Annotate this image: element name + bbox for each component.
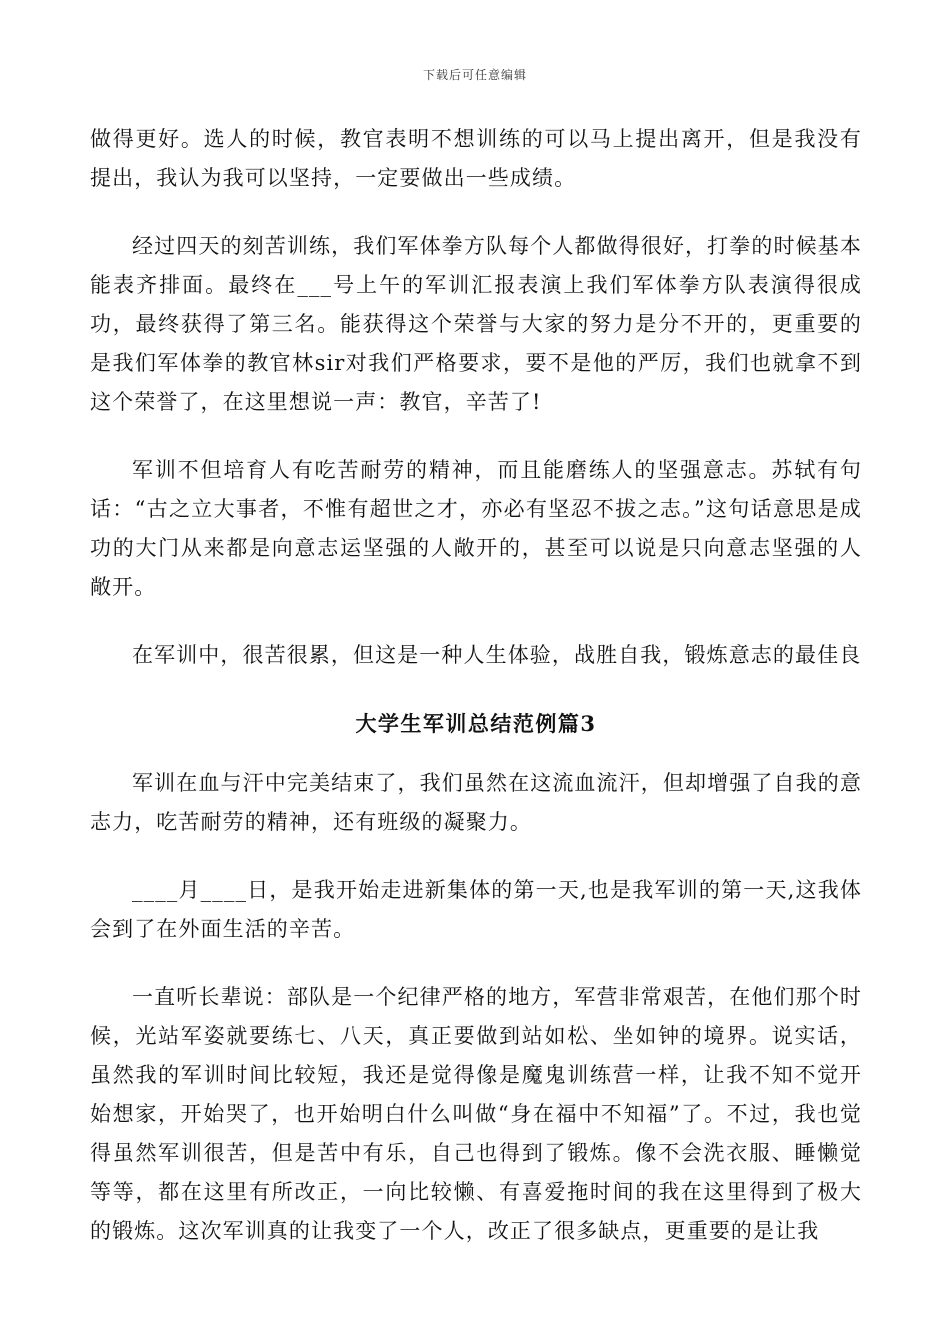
section-title: 大学生军训总结范例篇3 [355, 711, 597, 736]
paragraph: 一直听长辈说：部队是一个纪律严格的地方，军营非常艰苦，在他们那个时候，光站军姿就要练七、八天，真正要做到站如松、坐如钟的境界。说实话，虽然我的军训时间比较短，我还是觉得像是魔鬼训练营一样，让我不知不觉开始想家，开始哭了，也开始明白什么叫做“身在福中不知福”了。不过，我也觉得虽然军训很苦，但是苦中有乐，自己也得到了锻炼。像不会洗衣服、睡懒觉等等，都在这里有所改正，一向比较懒、有喜爱拖时间的我在这里得到了极大的锻炼。这次军训真的让我变了一个人，改正了很多缺点，更重要的是让我 [90, 985, 862, 1243]
paragraph: 军训不但培育人有吃苦耐劳的精神，而且能磨练人的坚强意志。苏轼有句话：“古之立大事者，不惟有超世之才，亦必有坚忍不拔之志。”这句话意思是成功的大门从来都是向意志运坚强的人敞开的，甚至可以说是只向意志坚强的人敞开。 [90, 458, 862, 599]
paragraph: 在军训中，很苦很累，但这是一种人生体验，战胜自我，锻炼意志的最佳良 [132, 643, 862, 667]
page-header-note: 下载后可任意编辑 [422, 68, 527, 82]
paragraph: 军训在血与汗中完美结束了，我们虽然在这流血流汗，但却增强了自我的意志力，吃苦耐劳的精神，还有班级的凝聚力。 [90, 771, 862, 834]
paragraph: ____月____日，是我开始走进新集体的第一天,也是我军训的第一天,这我体会到了在外面生活的辛苦。 [90, 878, 862, 941]
paragraph: 经过四天的刻苦训练，我们军体拳方队每个人都做得很好，打拳的时候基本能表齐排面。最终在___号上午的军训汇报表演上我们军体拳方队表演得很成功，最终获得了第三名。能获得这个荣誉与大家的努力是分不开的，更重要的是我们军体拳的教官林sir对我们严格要求，要不是他的严厉，我们也就拿不到这个荣誉了，在这里想说一声：教官，辛苦了! [90, 234, 862, 414]
document-body [90, 120, 862, 1280]
paragraph-continued: 做得更好。选人的时候，教官表明不想训练的可以马上提出离开，但是我没有提出，我认为我可以坚持，一定要做出一些成绩。 [90, 127, 862, 190]
